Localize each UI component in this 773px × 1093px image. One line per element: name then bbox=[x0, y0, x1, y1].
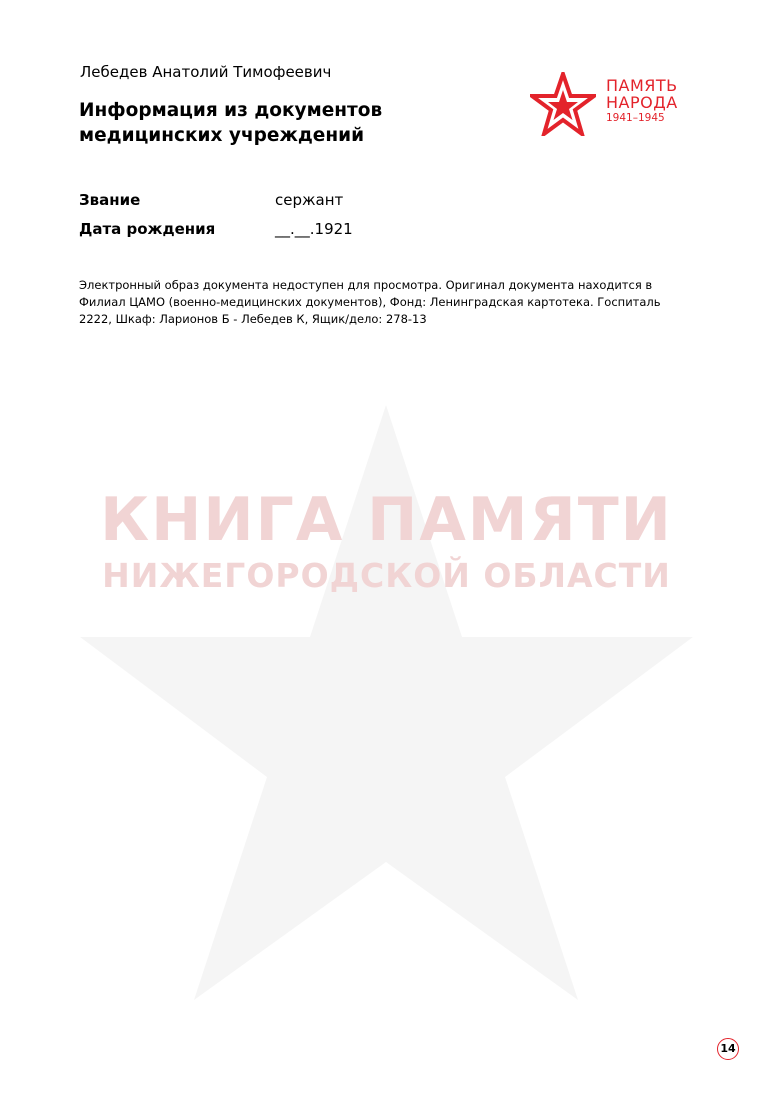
watermark-subtitle: НИЖЕГОРОДСКОЙ ОБЛАСТИ bbox=[102, 556, 671, 595]
logo-line-1: ПАМЯТЬ bbox=[606, 76, 678, 95]
watermark-title: КНИГА ПАМЯТИ bbox=[100, 485, 673, 555]
logo-text bbox=[606, 77, 678, 125]
red-star-icon bbox=[530, 72, 596, 136]
field-value: __.__.1921 bbox=[275, 220, 353, 238]
logo-years: 1941–1945 bbox=[606, 112, 665, 124]
field-label: Дата рождения bbox=[79, 220, 216, 238]
person-name: Лебедев Анатолий Тимофеевич bbox=[80, 63, 332, 81]
document-note: Электронный образ документа недоступен для просмотра. Оригинал документа находится в Филиал ЦАМО (военно-медицинских документов), Фонд: Ленинградская картотека. Госпиталь 2222, Шкаф: Ларионов Б - Лебедев К, Ящик/дело: 278-13 bbox=[79, 278, 661, 326]
logo-line-2: НАРОДА bbox=[606, 93, 678, 112]
pamyat-naroda-logo bbox=[530, 72, 710, 142]
page-title: Информация из документов медицинских учреждений bbox=[79, 100, 383, 146]
page-number: 14 bbox=[717, 1038, 739, 1060]
field-value: сержант bbox=[275, 191, 344, 209]
field-label: Звание bbox=[79, 191, 141, 209]
